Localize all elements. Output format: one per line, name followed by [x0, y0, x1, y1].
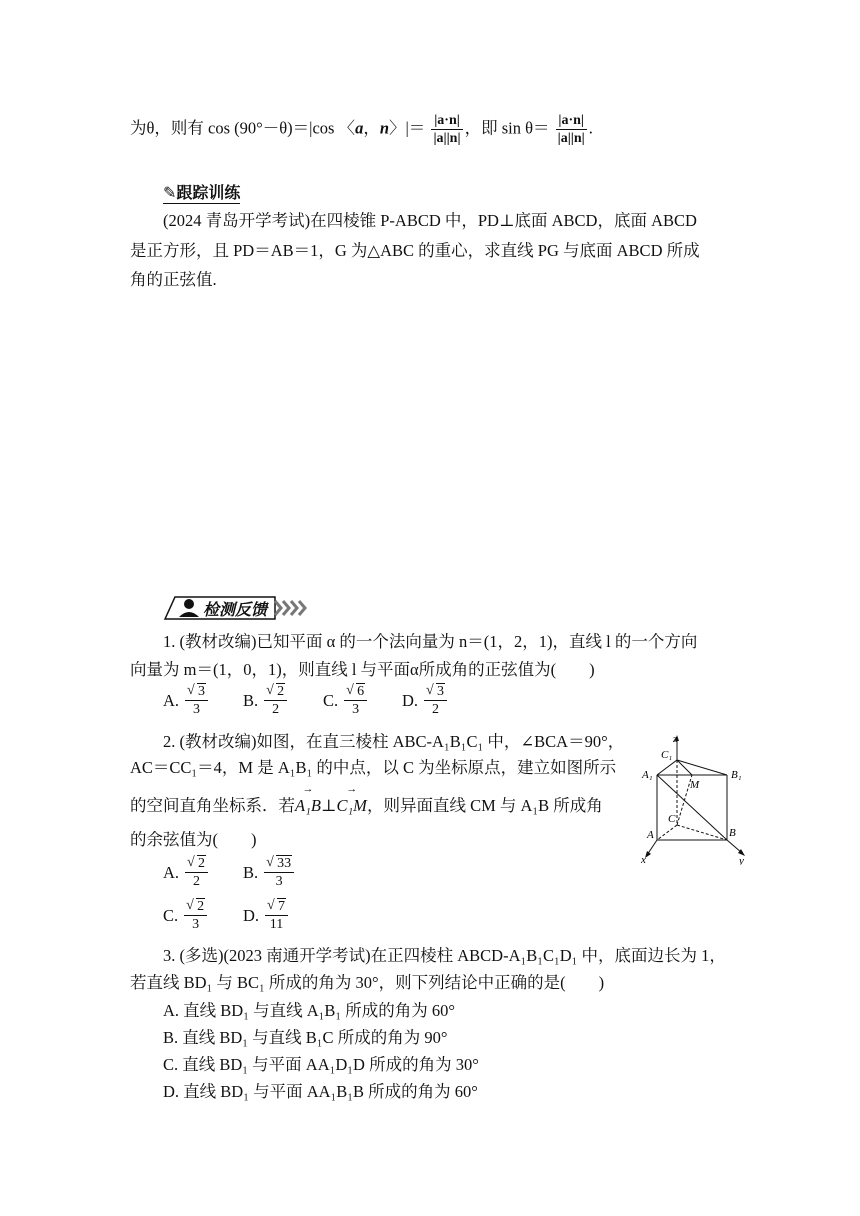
formula-fraction-2: $\frac{|a\cdot n|}{|a||n|}$	[557, 113, 585, 146]
q2-line-1: 2. (教材改编)如图，在直三棱柱 ABC-A₁B₁C₁ 中，∠BCA＝90°，	[163, 732, 625, 751]
label-a: A	[647, 829, 654, 841]
q1-option-c[interactable]: C. √ $\frac{6}{3}$	[323, 683, 369, 718]
label-x: x	[641, 854, 646, 865]
q2-line-3: 的空间直角坐标系．若 → A₁B⊥ → C₁M，则异面直线 CM 与 A₁B 所成角	[130, 794, 603, 818]
q3-option-b[interactable]: B. 直线 BD₁ 与直线 B₁C 所成的角为 90°	[163, 1028, 448, 1047]
formula-mid: ，即 sin θ＝	[464, 118, 550, 138]
q3-line-2: 若直线 BD₁ 与 BC₁ 所成的角为 30°，则下列结论中正确的是( )	[130, 973, 605, 992]
formula-close: 〉|＝	[389, 118, 426, 138]
vector-a: a	[355, 118, 364, 138]
q2-option-a[interactable]: A. √ $\frac{2}{2}$	[163, 855, 210, 890]
tracking-heading: ✎跟踪训练	[163, 180, 240, 204]
label-a1: A₁	[642, 769, 653, 781]
q3-line-1: 3. (多选)(2023 南通开学考试)在正四棱柱 ABCD-A₁B₁C₁D₁ 中，底面边长为 1，	[163, 946, 726, 965]
q1-option-a[interactable]: A. √ $\frac{3}{3}$	[163, 683, 210, 718]
label-z: z	[673, 733, 678, 745]
q1-option-d[interactable]: D. √ $\frac{3}{2}$	[402, 683, 449, 718]
formula-end: .	[588, 118, 593, 138]
tracking-problem-line-1: (2024 青岛开学考试)在四棱锥 P-ABCD 中，PD⊥底面 ABCD，底面 ABCD	[163, 211, 697, 230]
q3-option-c[interactable]: C. 直线 BD₁ 与平面 AA₁D₁D 所成的角为 30°	[163, 1055, 479, 1074]
q2-option-c[interactable]: C. √ $\frac{2}{3}$	[163, 898, 209, 933]
vector-n: n	[379, 118, 389, 138]
feedback-banner-title: 检测反馈	[203, 600, 268, 619]
tracking-problem-line-3: 角的正弦值.	[130, 270, 217, 289]
label-m: M	[690, 779, 700, 791]
q3-option-a[interactable]: A. 直线 BD₁ 与直线 A₁B₁ 所成的角为 60°	[163, 1001, 455, 1020]
vector-a1b: → A₁B	[295, 783, 321, 815]
formula-line	[130, 112, 593, 147]
label-b1: B₁	[731, 769, 742, 781]
pencil-icon: ✎	[163, 183, 177, 202]
formula-comma: ，	[363, 118, 380, 138]
q2-line-2: AC＝CC₁＝4，M 是 A₁B₁ 的中点，以 C 为坐标原点，建立如图所示	[130, 758, 617, 777]
label-c1: C₁	[661, 749, 673, 761]
formula-fraction-1: $\frac{|a\cdot n|}{|a||n|}$	[433, 113, 461, 146]
q2-option-d[interactable]: D. √ $\frac{7}{11}$	[243, 898, 290, 933]
formula-prefix: 为θ，则有 cos (90°－θ)＝|cos 〈	[130, 118, 356, 138]
q1-line-2: 向量为 m＝(1，0，1)，则直线 l 与平面α所成角的正弦值为( )	[130, 660, 595, 679]
q1-line-1: 1. (教材改编)已知平面 α 的一个法向量为 n＝(1，2，1)，直线 l 的一个方向	[163, 632, 698, 651]
prism-figure	[637, 730, 757, 865]
q2-option-b[interactable]: B. √ $\frac{33}{3}$	[243, 855, 296, 890]
q3-option-d[interactable]: D. 直线 BD₁ 与平面 AA₁B₁B 所成的角为 60°	[163, 1082, 478, 1101]
vector-c1m: → C₁M	[336, 783, 367, 815]
label-c: C	[668, 813, 676, 825]
tracking-problem-line-2: 是正方形，且 PD＝AB＝1，G 为△ABC 的重心，求直线 PG 与底面 ABCD 所成	[130, 241, 700, 260]
label-y: y	[739, 855, 744, 865]
q2-line-4: 的余弦值为( )	[130, 830, 257, 849]
feedback-banner	[163, 593, 323, 621]
q1-option-b[interactable]: B. √ $\frac{2}{2}$	[243, 683, 289, 718]
person-icon	[184, 599, 194, 609]
label-b: B	[729, 827, 736, 839]
